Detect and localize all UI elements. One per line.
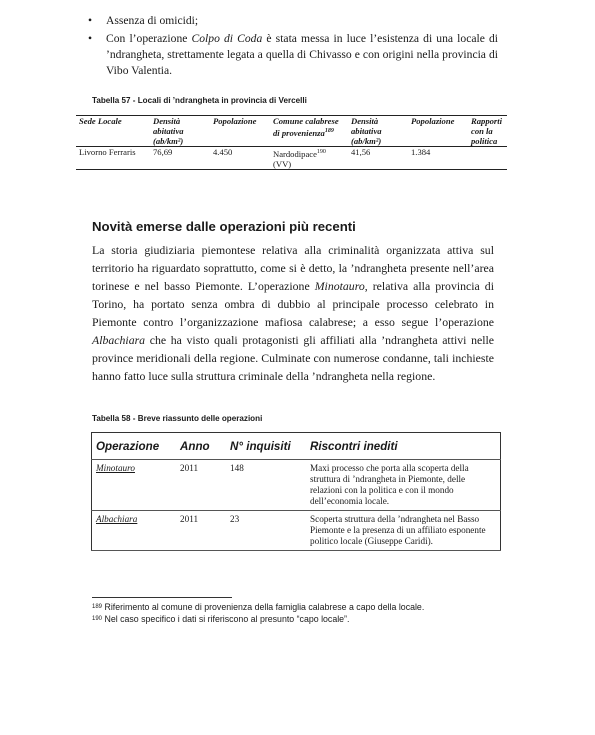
table57-header-popolazione: Popolazione [213,116,257,126]
cell-anno: 2011 [180,514,199,524]
cell-densita: 76,69 [153,147,173,157]
table58-caption: Tabella 58 - Breve riassunto delle operazioni [92,414,263,423]
cell-popolazione: 4.450 [213,147,233,157]
footnote-ref: 190 [316,149,326,155]
bullet-dot-icon: • [88,14,93,27]
cell-anno: 2011 [180,463,199,473]
table58-header-riscontri: Riscontri inediti [310,439,398,453]
table-row [76,147,507,170]
table58-header-anno: Anno [180,439,210,453]
table57-caption: Tabella 57 - Locali di ’ndrangheta in provincia di Vercelli [92,96,307,105]
bullet-text-prefix: Con l’operazione [106,32,192,45]
cell-operazione: Minotauro [96,463,135,473]
footnote-separator [92,597,232,598]
cell-operazione: Albachiara [96,514,138,524]
operation-name: Minotauro [314,279,365,293]
bullet-text: Assenza di omicidi; [106,14,199,27]
bullet-item [88,13,498,29]
table57 [76,115,507,170]
cell-popolazione2: 1.384 [411,147,431,157]
cell-densita2: 41,56 [351,147,371,157]
section-paragraph: La storia giudiziaria piemontese relativa alla criminalità organizzata attiva sul territorio ha riguardato soprattutto, come si è detto, la ’ndrangheta presente nell’area torinese e nel basso Piemonte. L’operazione Minotauro, relativa alla provincia di Torino, ha portato senza ombra di dubbio al principale processo celebrato in Piemonte contro l’organizzazione mafiosa calabrese; a esso segue l’operazione Albachiara che ha visto quali protagonisti gli affiliati alla ’ndrangheta attivi nelle province meridionali della regione. Culminate con numerose condanne, tali inchieste hanno fatto luce sulla struttura criminale della ’ndrangheta nella regione. [92,243,494,383]
bullet-dot-icon: • [88,32,93,45]
table58-header-inquisiti: N° inquisiti [230,439,291,453]
table57-header-row [76,116,507,147]
cell-inquisiti: 23 [230,514,240,524]
table57-header-densita2: Densità abitativa (ab/km²) [351,116,382,146]
table-row [92,460,501,511]
table58-header-operazione: Operazione [96,439,160,453]
cell-politica [468,147,507,170]
table-row [92,511,501,551]
cell-comune: Nardodipace$^{190}$ (VV) [273,148,326,169]
bullet-item [88,31,498,79]
bullet-text-rest: è stata messa in luce l’esistenza di una locale di ’ndrangheta, strettamente legata a quella di Chivasso e con origini nella provincia di Vibo Valentia. [106,32,498,77]
footnote-ref: 189 [324,128,334,134]
table57-header-comune: Comune calabrese di provenienza$^{189}$ [273,116,339,138]
section-heading: Novità emerse dalle operazioni più recenti [92,219,356,234]
cell-riscontri: Scoperta struttura della ’ndrangheta nel Basso Piemonte e la presenza di un affiliato esponente politico locale (Giuseppe Caridi). [310,514,486,546]
bullet-list [88,13,498,81]
table58-header-row [92,433,501,460]
cell-riscontri: Maxi processo che porta alla scoperta della struttura di ’ndrangheta in Piemonte, delle relazioni con la politica e con il mondo dell’economia locale. [310,463,469,506]
footnote: $^{190}$ Nel caso specifico i dati si riferiscono al presunto “capo locale”. [92,614,350,624]
cell-inquisiti: 148 [230,463,244,473]
cell-sede: Livorno Ferraris [79,147,136,157]
operation-name: Colpo di Coda [191,32,263,45]
table57-header-politica: Rapporti con la politica [471,116,503,146]
table57-header-popolazione2: Popolazione [411,116,455,126]
table57-header-densita: Densità abitativa (ab/km²) [153,116,184,146]
table58 [91,432,501,551]
operation-name: Albachiara [92,333,146,347]
table57-header-sede: Sede Locale [79,116,122,126]
footnote: $^{189}$ Riferimento al comune di provenienza della famiglia calabrese a capo della locale. [92,602,425,612]
